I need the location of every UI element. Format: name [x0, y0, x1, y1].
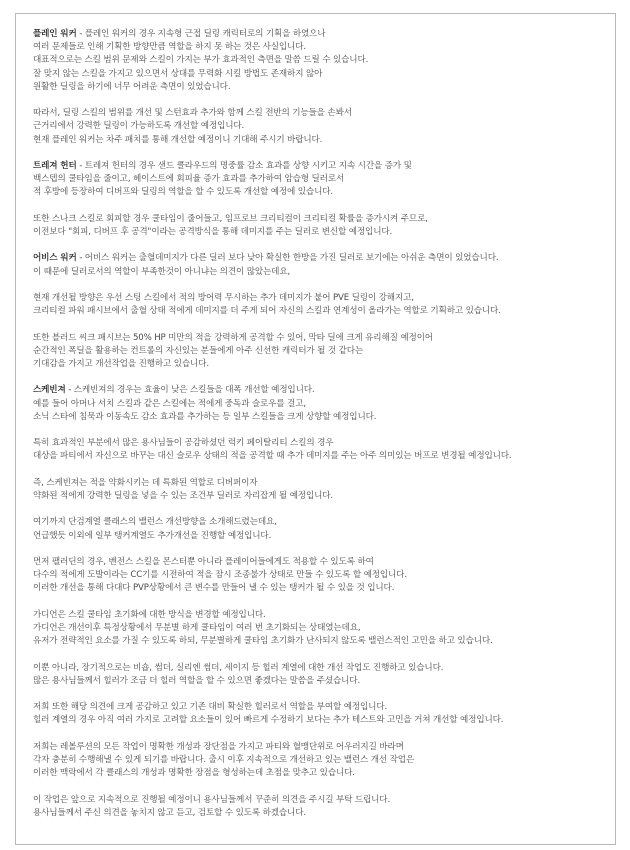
- paragraph-line: 유저가 전략적인 요소를 가질 수 있도록 하되, 무분별하게 쿨타임 초기화가 난사되지 않도록 밸런스적인 고민을 하고 있습니다.: [33, 636, 493, 647]
- paragraph-line: 소닉 스타에 침묵과 이동속도 감소 효과를 추가하는 등 일부 스킬들을 크게 상향할 예정입니다.: [33, 411, 377, 422]
- paragraph-line: 이전보다 "회피, 디버프 후 공격"이라는 공격방식을 통해 데미지를 주는 딜러로 변신할 예정입니다.: [33, 227, 393, 237]
- paragraph-line: [33, 516, 608, 529]
- paragraph-line: [33, 437, 608, 450]
- paragraph-line: 적 후방에 등장하여 디버프와 딜링의 역할을 할 수 있도록 개선할 예정에 있습니다.: [33, 187, 333, 198]
- paragraph-text: 또한 블러드 씨크 패시브는 50% HP 미만의 적을 강력하게 공격할 수 있어, 막타 딜에 크게 유리해질 예정이어: [33, 332, 433, 343]
- paragraph: [33, 160, 608, 200]
- document-page: [15, 13, 616, 845]
- class-heading: 어비스 워커: [33, 253, 77, 264]
- document-body: [33, 28, 608, 833]
- paragraph-line: 다수의 적에게 도발이라는 CC기를 시전하여 적을 잠시 조종불가 상태로 만들 수 있도록 할 예정입니다.: [33, 570, 407, 581]
- paragraph-line: 백스텝의 쿨타임을 줄이고, 헤이스트에 회피율 증가 효과를 추가하여 암습형 딜러로서: [33, 174, 345, 185]
- paragraph: [33, 332, 608, 372]
- paragraph: [33, 213, 608, 239]
- class-heading: 트레져 헌터: [33, 161, 77, 171]
- paragraph-text: - 스케빈져의 경우는 효율이 낮은 스킬들을 대폭 개선할 예정입니다.: [65, 385, 315, 396]
- paragraph-line: 원활한 딜링을 하기에 너무 어려운 측면이 있었습니다.: [33, 81, 231, 92]
- paragraph-line: 근거리에서 강력한 딜링이 가능하도록 개선할 예정입니다.: [33, 121, 245, 132]
- paragraph-line: [33, 107, 608, 120]
- paragraph-line: [33, 701, 608, 714]
- paragraph: [33, 609, 608, 649]
- paragraph: [33, 741, 608, 781]
- paragraph-text: 가디언은 스킬 쿨타임 초기화에 대한 방식을 변경할 예정입니다.: [33, 609, 266, 620]
- paragraph-line: 예를 들어 아머나 서치 스킬과 같은 스킬에는 적에게 중독과 슬로우를 걸고,: [33, 398, 306, 409]
- paragraph: [33, 794, 608, 820]
- paragraph-line: 순간적인 폭딜을 활용하는 컨트롤의 자신있는 분들에게 아주 신선한 캐릭터가 될 것 같다는: [33, 345, 364, 356]
- paragraph: [33, 252, 608, 278]
- paragraph-line: 각자 충분히 수행해낼 수 있게 되기를 바랍니다. 출시 이후 지속적으로 개선하고 있는 밸런스 개선 작업은: [33, 754, 415, 765]
- paragraph-line: 대상을 파티에서 자신으로 바꾸는 대신 슬로우 상태의 적을 공격할 때 추가 데미지를 주는 아주 의미있는 버프로 변경될 예정입니다.: [33, 451, 512, 462]
- paragraph-line: 여러 문제들로 인해 기획한 방향만큼 역할을 하지 못 하는 것은 사실입니다.: [33, 42, 306, 53]
- paragraph-line: 힐러 계열의 경우 아직 여러 가지로 고려할 요소들이 있어 빠르게 수정하기 보다는 추가 테스트와 고민을 거쳐 개선할 예정입니다.: [33, 715, 504, 726]
- paragraph: [33, 556, 608, 596]
- paragraph-line: 이 때문에 딜러로서의 역할이 부족한것이 아니냐는 의견이 많았는데요,: [33, 266, 291, 277]
- paragraph-line: 현재 플레인 워커는 차주 패치를 통해 개선할 예정이니 기대해 주시기 바랍니다.: [33, 134, 323, 145]
- paragraph: [33, 28, 608, 94]
- paragraph-line: 이러한 맥락에서 각 클래스의 개성과 명확한 장점을 형성하는데 초점을 맞추고 있습니다.: [33, 768, 355, 779]
- paragraph-line: 크리티컬 파워 패시브에서 출혈 상태 적에게 데미지를 더 주게 되어 자신의 스킬과 연계성이 올라가는 역할로 기획하고 있습니다.: [33, 306, 501, 317]
- paragraph-text: 이 작업은 앞으로 지속적으로 진행될 예정이니 용사님들께서 꾸준히 의견을 주시길 부탁 드립니다.: [33, 794, 391, 805]
- class-heading: 스케빈져: [33, 385, 66, 396]
- paragraph-line: [33, 384, 608, 397]
- paragraph-line: [33, 332, 608, 345]
- paragraph-line: 가디언은 개선이후 특정상황에서 무분별 하게 쿨타임이 여러 번 초기화되는 상태였는데요,: [33, 622, 361, 633]
- paragraph-line: [33, 252, 608, 265]
- class-heading: 플레인 워커: [33, 29, 77, 39]
- paragraph-text: 즉, 스케빈져는 적을 약화시키는 데 특화된 역할로 디버퍼이자: [33, 477, 258, 488]
- paragraph-line: [33, 794, 608, 807]
- paragraph-line: 용사님들께서 주신 의견을 놓치지 않고 듣고, 검토할 수 있도록 하겠습니다.: [33, 807, 306, 818]
- paragraph: [33, 107, 608, 147]
- paragraph: [33, 662, 608, 688]
- paragraph-text: 현재 개선될 방향은 우선 스팅 스킬에서 적의 방어력 무시하는 추가 데미지가 붙어 PVE 딜링이 강해지고,: [33, 292, 414, 303]
- paragraph-line: 많은 용사님들께서 힐러가 조금 더 힐러 역할을 할 수 있으면 좋겠다는 말씀을 주셨습니다.: [33, 675, 361, 686]
- paragraph-line: 이러한 개선을 통해 다대다 PVP상황에서 큰 변수를 만들어 낼 수 있는 탱커가 될 수 있을 것 입니다.: [33, 583, 395, 594]
- paragraph-text: 또한 스나크 스킬로 회피할 경우 쿨타임이 줄어들고, 임프로브 크리티컬이 크리티컬 확률을 증가시켜 주므로,: [33, 213, 428, 224]
- paragraph-text: 특히 효과적인 부분에서 많은 용사님들이 공감하셨던 럭키 페이탈리티 스킬의 경우: [33, 438, 334, 449]
- paragraph-line: [33, 609, 608, 622]
- paragraph-text: 저희는 레볼루션의 모든 작업이 명확한 개성과 장단점을 가지고 파티와 혈맹단위로 어우러지길 바라며: [33, 741, 404, 752]
- paragraph-line: [33, 741, 608, 754]
- paragraph: [33, 516, 608, 542]
- paragraph-line: 잘 맞지 않는 스킬을 가지고 있으면서 상대를 무력화 시킬 방법도 존재하지 않아: [33, 68, 323, 79]
- paragraph-line: 언급했듯 이외에 일부 탱커계열도 추가개선을 진행할 예정입니다.: [33, 530, 272, 541]
- paragraph-line: [33, 28, 608, 41]
- paragraph: [33, 477, 608, 503]
- paragraph-text: 따라서, 딜링 스킬의 범위를 개선 및 스턴효과 추가와 함께 스킬 전반의 기능들을 손봐서: [33, 108, 352, 119]
- paragraph-text: - 어비스 워커는 출혈데미지가 다른 딜러 보다 낮아 확실한 한방을 가진 딜러로 보기에는 아쉬운 측면이 있었습니다.: [76, 253, 499, 264]
- paragraph-line: [33, 292, 608, 305]
- paragraph: [33, 437, 608, 463]
- paragraph-text: 먼저 팰러딘의 경우, 벤전스 스킬을 몬스터뿐 아니라 플레이어들에게도 적용할 수 있도록 하여: [33, 556, 374, 567]
- paragraph-text: 저희 또한 해당 의견에 크게 공감하고 있고 기존 대비 확실한 힐러로서 역할을 부여할 예정입니다.: [33, 702, 388, 713]
- paragraph-line: 약화된 적에게 강력한 딜링을 넣을 수 있는 조건부 딜러로 자리잡게 될 예정입니다.: [33, 490, 333, 501]
- paragraph-text: - 트레져 헌터의 경우 샌드 클라우드의 명중률 감소 효과를 상향 시키고 지속 시간을 증가 및: [76, 161, 412, 171]
- paragraph-line: 기대감을 가지고 개선작업을 진행하고 있습니다.: [33, 358, 209, 369]
- paragraph-text: 이뿐 아니라, 장기적으로는 비숍, 썸더, 실리엔 썸더, 세이지 등 힐러 계열에 대한 개선 작업도 진행하고 있습니다.: [33, 662, 444, 673]
- paragraph-text: 여기까지 단검계열 클래스의 밸런스 개선방향을 소개해드렸는데요,: [33, 517, 277, 528]
- paragraph: [33, 384, 608, 424]
- paragraph-line: [33, 662, 608, 675]
- paragraph: [33, 292, 608, 318]
- paragraph-text: - 플레인 워커의 경우 지속형 근접 딜링 캐릭터로의 기획을 하였으나: [76, 29, 326, 39]
- paragraph-line: [33, 556, 608, 569]
- paragraph-line: [33, 213, 608, 226]
- paragraph-line: [33, 477, 608, 490]
- paragraph-line: [33, 160, 608, 173]
- paragraph: [33, 701, 608, 727]
- paragraph-line: 대표적으로는 스킬 범위 문제와 스킬이 가지는 부가 효과적인 측면을 말씀 드릴 수 있습니다.: [33, 55, 369, 66]
